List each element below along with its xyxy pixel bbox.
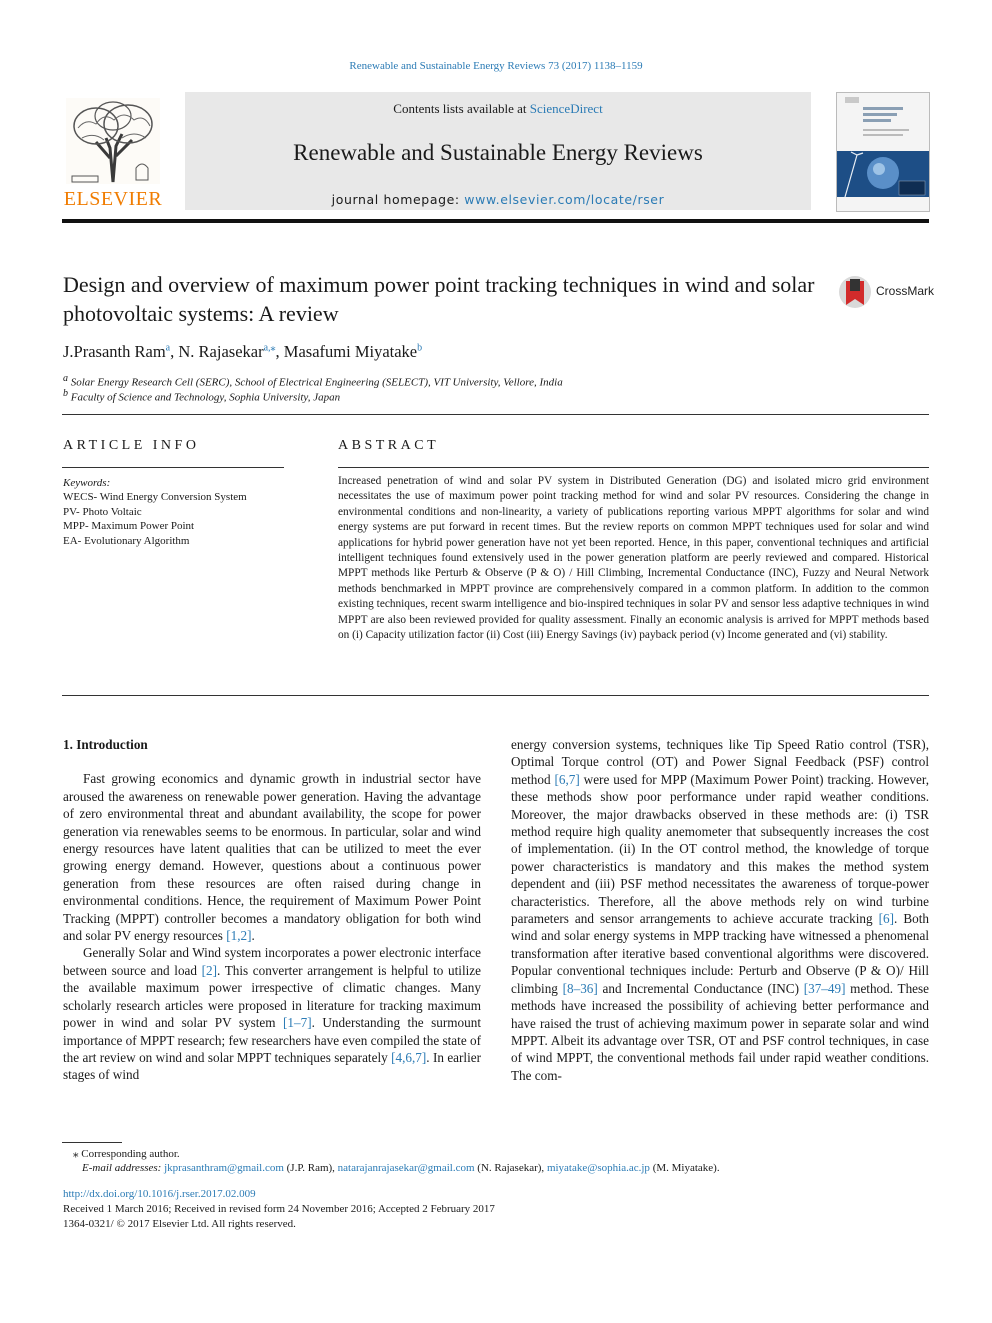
article-info-heading: ARTICLE INFO <box>63 438 200 453</box>
body-text: and Incremental Conductance (INC) <box>597 980 804 996</box>
abstract-heading: ABSTRACT <box>338 438 440 453</box>
divider <box>62 695 929 696</box>
divider <box>62 467 284 468</box>
journal-title: Renewable and Sustainable Energy Reviews <box>293 140 703 165</box>
body-text: . <box>251 928 255 944</box>
copyright-line: 1364-0321/ © 2017 Elsevier Ltd. All rights reserved. <box>63 1218 296 1230</box>
header-divider <box>62 219 929 223</box>
author-name[interactable]: N. Rajasekar <box>178 342 264 361</box>
affiliation-text: Solar Energy Research Cell (SERC), School of Electrical Engineering (SELECT), VIT University, Vellore, India <box>70 376 563 389</box>
email-label: E-mail addresses: <box>82 1162 162 1174</box>
body-text: Generally Solar and Wind system incorporates a power electronic interface between source and load <box>63 945 481 978</box>
body-column-left <box>63 736 481 1084</box>
journal-cover-thumbnail[interactable] <box>836 92 930 212</box>
homepage-prefix: journal homepage: <box>331 192 465 207</box>
contents-line <box>185 101 811 117</box>
email-owner: (M. Miyatake). <box>649 1162 720 1174</box>
body-column-right <box>511 736 929 1084</box>
sciencedirect-link[interactable]: ScienceDirect <box>529 101 603 116</box>
author-affiliation-mark[interactable]: a,⁎ <box>263 342 276 354</box>
citation-link[interactable]: [6,7] <box>554 771 580 787</box>
crossmark-badge[interactable] <box>838 275 938 309</box>
keyword-item: MPP- Maximum Power Point <box>63 520 195 533</box>
affiliation-text: Faculty of Science and Technology, Sophia University, Japan <box>70 391 341 404</box>
author-affiliation-mark[interactable]: b <box>417 342 423 354</box>
footnote-divider <box>62 1142 122 1143</box>
body-paragraph <box>511 736 929 1084</box>
author-list: J.Prasanth Ram$^a$, N. Rajasekar$^{a,⁎}$, Masafumi Miyatake$^b$ <box>63 342 423 361</box>
affiliation <box>63 388 340 404</box>
citation-link[interactable]: [6] <box>878 911 894 927</box>
citation-link[interactable]: [4,6,7] <box>391 1049 427 1065</box>
homepage-link[interactable]: www.elsevier.com/locate/rser <box>464 192 665 207</box>
received-dates: Received 1 March 2016; Received in revised form 24 November 2016; Accepted 2 February 2017 <box>63 1203 495 1215</box>
divider <box>338 467 929 468</box>
keyword-item: EA- Evolutionary Algorithm <box>63 534 190 547</box>
email-addresses <box>82 1162 720 1174</box>
body-text: were used for MPP (Maximum Power Point) tracking. However, these methods show poor performance under rapid weather conditions. Moreover, the major drawbacks observed in these methods are: (i) TSR method require high quality anemometer that subsequently increases the cost of implementation. (ii) In the OT control method, the knowledge of torque power characteristics is mandatory and this makes the method system dependent and (iii) PSF method necessitates the awareness of torque-power characteristics. Therefore, all the above methods rely on wind turbine parameters and sensor arrangements to achieve accurate tracking <box>511 771 929 927</box>
body-text: . This converter arrangement is helpful to utilize the available maximum power irrespective of climatic changes. Many scholarly research articles were proposed in literature for tracking maximum power in wind and solar PV system <box>63 962 481 1031</box>
corresponding-author-note: ⁎ Corresponding author. <box>73 1148 180 1160</box>
crossmark-icon <box>838 275 874 309</box>
keywords-block <box>63 476 285 548</box>
journal-homepage <box>185 192 811 207</box>
citation-link[interactable]: [1,2] <box>226 928 252 944</box>
email-link[interactable]: natarajanrajasekar@gmail.com <box>337 1162 475 1174</box>
contents-prefix: Contents lists available at <box>393 101 530 116</box>
email-link[interactable]: jkprasanthram@gmail.com <box>164 1162 284 1174</box>
citation-link[interactable]: [1–7] <box>283 1015 312 1031</box>
keyword-item: PV- Photo Voltaic <box>63 505 142 518</box>
keyword-item: WECS- Wind Energy Conversion System <box>63 491 247 504</box>
article-title: Design and overview of maximum power point tracking techniques in wind and solar photovoltaic systems: A review <box>63 272 815 326</box>
keywords-label: Keywords: <box>63 477 111 489</box>
section-heading: 1. Introduction <box>63 737 148 752</box>
crossmark-label: CrossMark <box>876 284 935 298</box>
affiliation-mark: a <box>63 373 68 384</box>
journal-citation[interactable]: Renewable and Sustainable Energy Reviews 73 (2017) 1138–1159 <box>349 60 643 72</box>
abstract-text: Increased penetration of wind and solar PV system in Distributed Generation (DG) and isolated micro grid environment necessitates the use of maximum power point tracking method for wind and solar PV resources. Considering the change in environmental conditions and non-linearity, a variety of publications reporting various MPPT algorithms for solar and wind energy systems are put forward in recent times. But the review reports on common MPPT techniques used for solar and wind applications for hybrid power generation have not yet been reported. Hence, in this paper, conventional techniques and artificial intelligent techniques found extensively used in the power generation platform are peerly reviewed and compared. Historical MPPT methods like Perturb & Observe (P & O) / Hill Climbing, Incremental Conductance (INC), Fuzzy and Neural Network methods benchmarked in MPPT province are comprehensively compared in a common platform. In addition to the common existing techniques, recent swarm intelligence and bio-inspired techniques in solar PV and sensor less adaptive techniques in wind MPPT are also been reviewed provided for quality assessment. Finally an economic analysis is arrived for MPPT methods based on (i) Capacity utilization factor (ii) Cost (iii) Energy Savings (iv) payback period (v) Income generated and (vi) stability. <box>338 475 929 642</box>
email-link[interactable]: miyatake@sophia.ac.jp <box>546 1162 650 1174</box>
body-text: Fast growing economics and dynamic growth in industrial sector have aroused the awareness on renewable power generation. Having the advantage of zero environmental threat and abundant availability, the scope for power generation via renewables seems to be enormous. In particular, solar and wind energy resources have latent qualities that can be utilized to meet the ever growing energy demand. However, questions about a continuous power generation from these resources are often raised during change in environmental conditions. Hence, the requirement of Maximum Power Point Tracking (MPPT) controller becomes a mandatory obligation for both wind and solar PV energy resources <box>63 771 481 944</box>
journal-cover-icon <box>837 93 929 211</box>
affiliation <box>63 373 563 389</box>
body-text: . Understanding the surmount importance of MPPT research; few researchers have even compiled the state of the art review on wind and solar MPPT techniques separately <box>63 1015 481 1065</box>
email-owner: (J.P. Ram), <box>283 1162 338 1174</box>
doi-link[interactable]: http://dx.doi.org/10.1016/j.rser.2017.02.009 <box>63 1188 256 1200</box>
elsevier-tree-icon <box>66 98 160 184</box>
affiliation-mark: b <box>63 388 68 399</box>
body-text: . In earlier stages of wind <box>63 1049 481 1083</box>
citation-link[interactable]: [37–49] <box>803 980 846 996</box>
body-text: method. These methods have increased the possibility of achieving better performance and have raised the trust of achieving maximum power in separate solar and wind MPPT. Albeit its advantage over TSR, OT and PSF control techniques, in case of wind MPPT, the conventional methods fail under rapid weather conditions. The com- <box>511 980 929 1083</box>
author-name[interactable]: J.Prasanth Ram <box>63 342 166 361</box>
email-owner: (N. Rajasekar), <box>474 1162 547 1174</box>
elsevier-wordmark: ELSEVIER <box>63 188 163 210</box>
author-name[interactable]: Masafumi Miyatake <box>283 342 418 361</box>
citation-link[interactable]: [8–36] <box>562 980 598 996</box>
body-text: energy conversion systems, techniques like Tip Speed Ratio control (TSR), Optimal Torque control (OT) and Power Signal Feedback (PSF) control method <box>511 737 929 787</box>
divider <box>62 414 929 415</box>
body-paragraph <box>63 770 481 944</box>
body-text: . Both wind and solar energy systems in MPP tracking have witnessed a phenomenal transformation after iterative based conventional algorithms were discovered. Popular conventional techniques include: Perturb and Observe (P & O)/ Hill climbing <box>511 911 929 996</box>
citation-link[interactable]: [2] <box>201 962 218 978</box>
body-paragraph <box>63 944 481 1083</box>
elsevier-logo[interactable] <box>62 94 164 212</box>
author-affiliation-mark[interactable]: a <box>165 342 171 354</box>
